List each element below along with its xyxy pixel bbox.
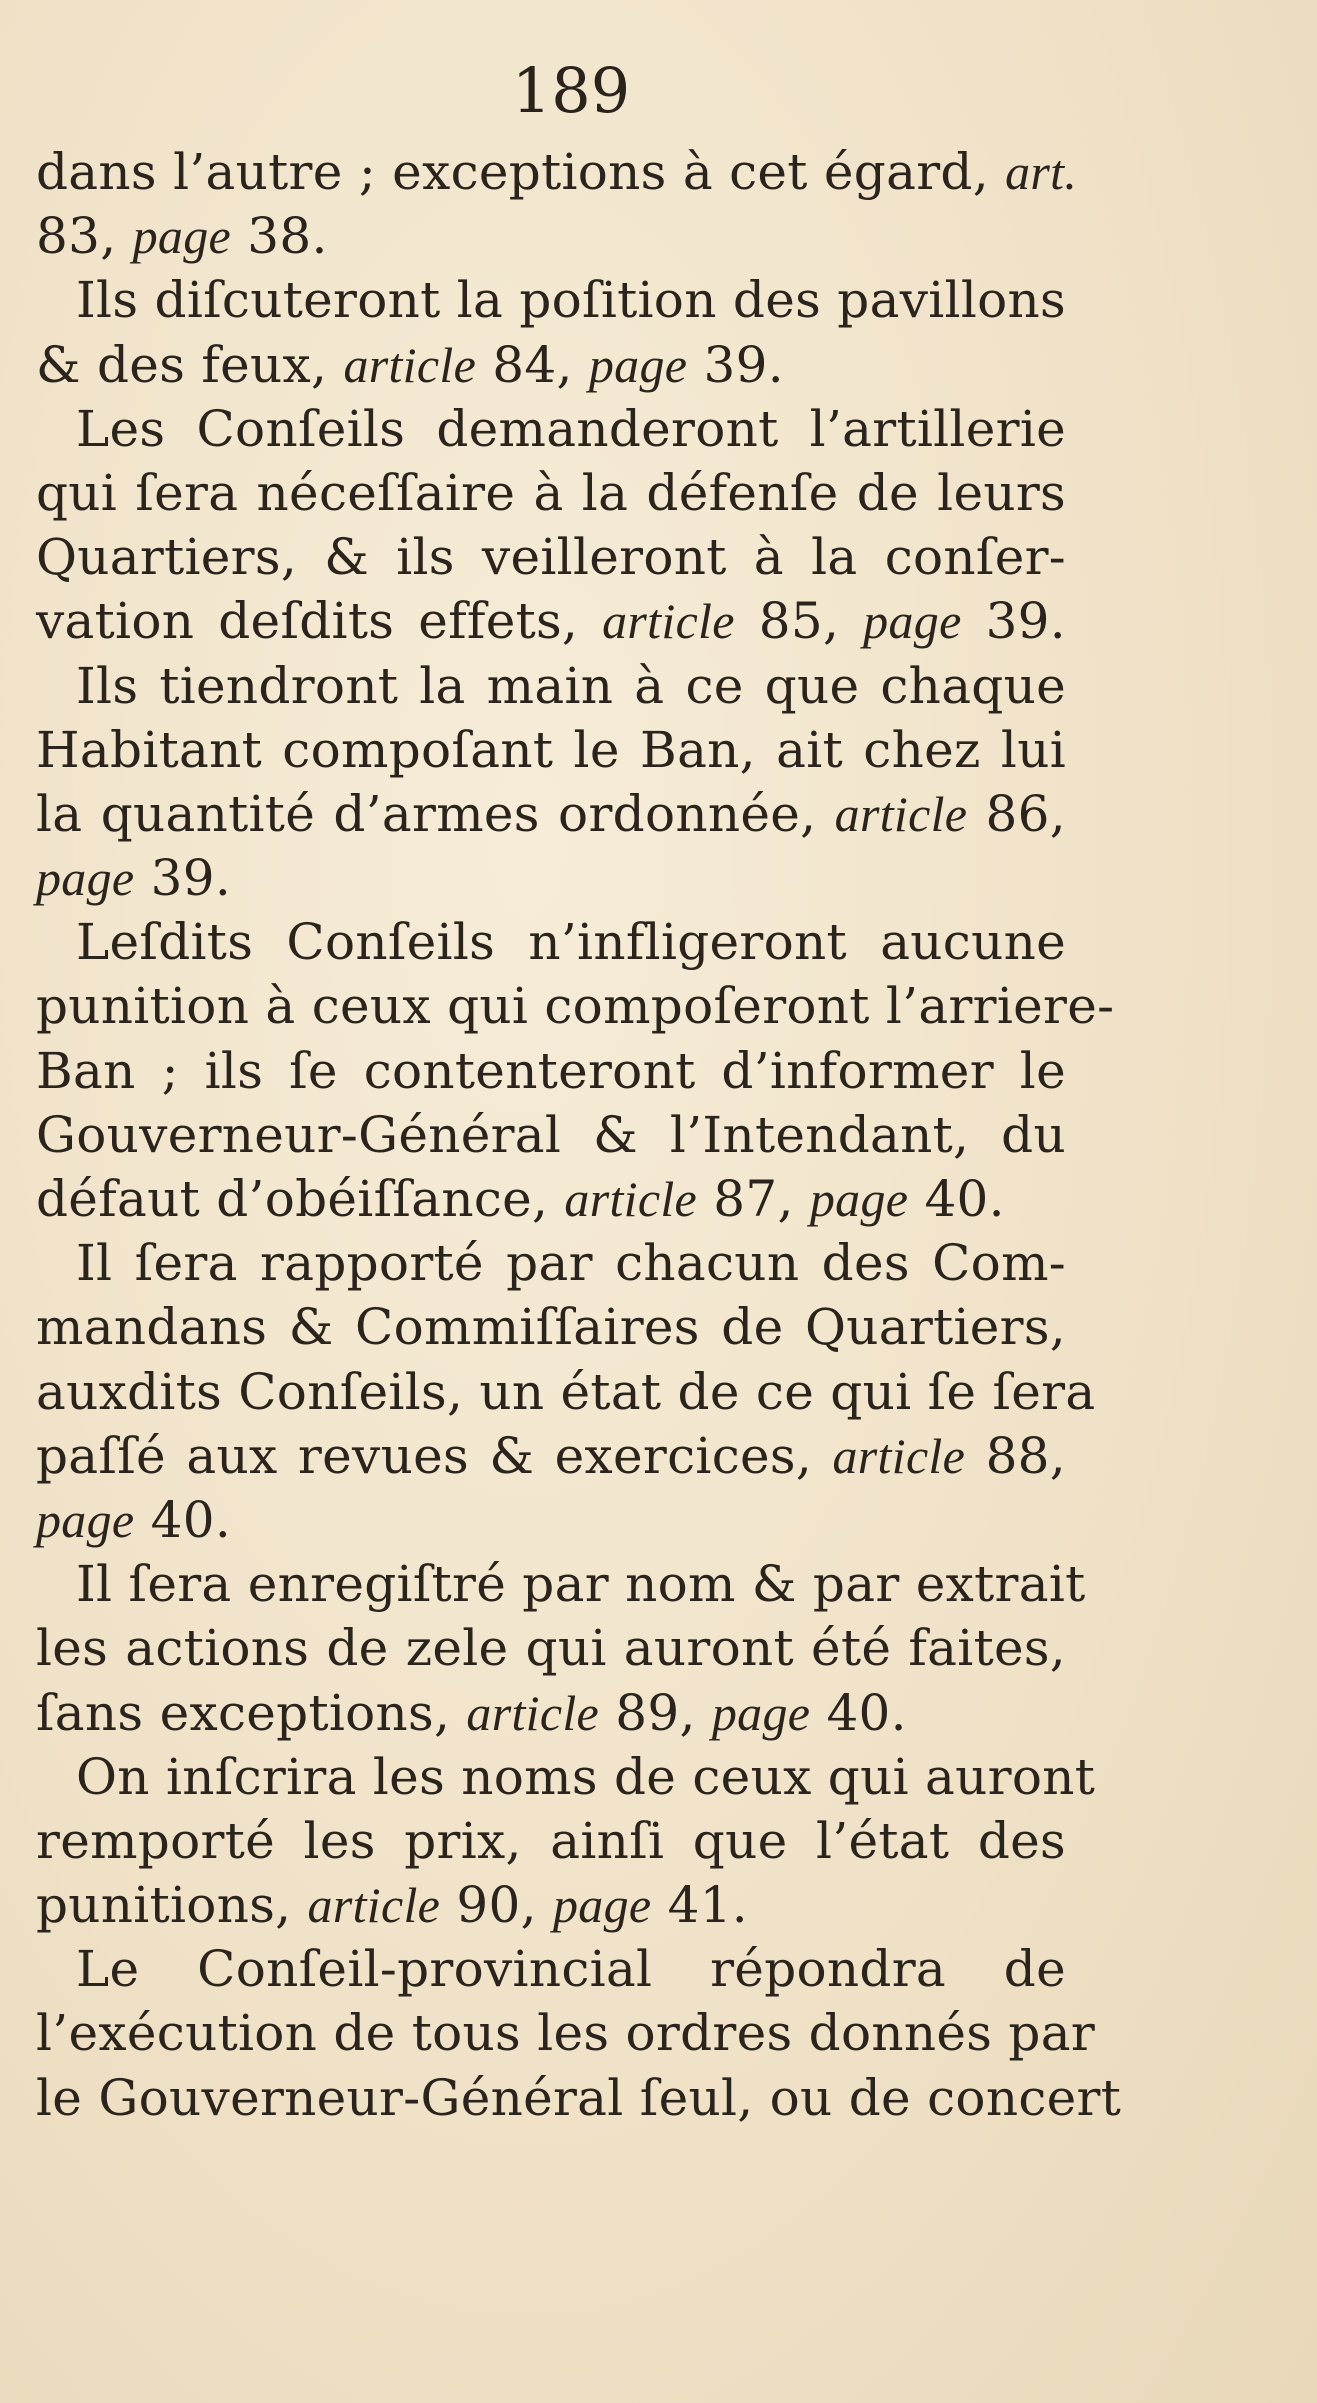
italic-reference: article — [834, 785, 968, 842]
italic-reference: page — [36, 850, 135, 907]
text-line — [36, 397, 1066, 461]
text-line — [36, 846, 1066, 910]
text-segment: Ils diſcuteront la poſition des pavillons — [76, 271, 1066, 330]
italic-reference: article — [602, 593, 735, 650]
text-segment: 90, — [440, 1876, 553, 1935]
text-line — [36, 718, 1066, 782]
text-line — [36, 1616, 1066, 1680]
italic-reference: article — [307, 1877, 441, 1934]
text-segment: 89, — [599, 1683, 712, 1742]
text-line — [36, 333, 1066, 397]
text-segment: 39. — [134, 849, 232, 908]
text-segment: 88, — [965, 1426, 1066, 1485]
text-line — [36, 268, 1066, 332]
text-segment: 84, — [476, 335, 589, 394]
text-segment: Les Conſeils demanderont l’artillerie — [76, 399, 1066, 458]
text-segment: qui ſera néceſſaire à la défenſe de leurs — [36, 463, 1066, 522]
text-body — [36, 140, 1122, 2130]
italic-reference: page — [132, 208, 232, 265]
text-line — [36, 1039, 1066, 1103]
text-segment: remporté les prix, ainſi que l’état des — [36, 1811, 1066, 1870]
text-segment: 39. — [687, 335, 784, 394]
text-line — [36, 782, 1066, 846]
text-line — [36, 461, 1066, 525]
text-segment: & des feux, — [36, 335, 344, 394]
italic-reference: page — [552, 1877, 652, 1934]
text-line — [36, 1488, 1066, 1552]
italic-reference: article — [466, 1684, 600, 1741]
text-line — [36, 1937, 1066, 2001]
italic-reference: article — [343, 336, 477, 393]
text-line — [36, 1231, 1066, 1295]
text-line — [36, 1745, 1096, 1809]
text-segment: Le Conſeil-provincial répondra de — [76, 1940, 1066, 1999]
text-segment: mandans & Commiſſaires de Quartiers, — [36, 1298, 1066, 1357]
text-segment: 39. — [961, 592, 1066, 651]
text-segment: 85, — [734, 592, 864, 651]
italic-reference: page — [809, 1171, 909, 1227]
book-page — [36, 54, 1122, 2130]
text-segment: 86, — [967, 784, 1066, 843]
text-segment: 40. — [908, 1170, 1005, 1228]
text-segment: défaut d’obéiſſance, — [36, 1170, 565, 1228]
text-line — [36, 1167, 1066, 1231]
text-line — [36, 974, 1115, 1038]
text-line — [36, 910, 1066, 974]
text-segment: 38. — [231, 207, 328, 266]
page-number: 189 — [511, 54, 631, 127]
text-line — [36, 1103, 1066, 1167]
text-segment: Gouverneur-Général & l’Intendant, du — [36, 1105, 1066, 1164]
text-segment: le Gouverneur-Général ſeul, ou de concert — [36, 2068, 1122, 2127]
text-line — [36, 1424, 1066, 1488]
text-segment: 40. — [134, 1490, 232, 1549]
text-line — [36, 1295, 1066, 1359]
text-line — [36, 204, 1066, 268]
text-segment: Il ſera enregiſtré par nom & par extrait — [76, 1555, 1086, 1614]
italic-reference: page — [36, 1491, 135, 1548]
text-line — [36, 2066, 1122, 2130]
text-line — [36, 525, 1066, 589]
text-segment: Il ſera rapporté par chacun des Com- — [76, 1234, 1066, 1293]
text-line — [36, 589, 1066, 653]
text-line — [36, 140, 1078, 204]
text-segment: ſans exceptions, — [36, 1683, 467, 1742]
italic-reference: art. — [1005, 144, 1078, 200]
italic-reference: article — [832, 1427, 966, 1484]
text-segment: dans l’autre ; exceptions à cet égard, — [36, 143, 1006, 201]
text-line — [36, 1873, 1066, 1937]
text-segment: 41. — [651, 1876, 749, 1935]
text-line — [36, 1552, 1086, 1616]
text-line — [36, 1681, 1066, 1745]
text-segment: 87, — [697, 1170, 810, 1228]
text-segment: On inſcrira les noms de ceux qui auront — [76, 1747, 1096, 1806]
text-segment: punitions, — [36, 1876, 308, 1935]
text-line — [36, 1360, 1096, 1424]
italic-reference: page — [588, 336, 688, 393]
text-segment: Leſdits Conſeils n’infligeront aucune — [76, 913, 1066, 972]
text-line — [36, 2001, 1096, 2065]
text-segment: punition à ceux qui compoſeront l’arriere- — [36, 977, 1115, 1036]
text-segment: auxdits Conſeils, un état de ce qui ſe ſera — [36, 1362, 1096, 1421]
italic-reference: article — [564, 1171, 698, 1227]
text-segment: Habitant compoſant le Ban, ait chez lui — [36, 720, 1066, 779]
text-segment: Quartiers, & ils veilleront à la conſer- — [36, 528, 1066, 587]
text-segment: 83, — [36, 207, 133, 266]
italic-reference: page — [863, 593, 962, 650]
text-line — [36, 1809, 1066, 1873]
text-segment: la quantité d’armes ordonnée, — [36, 784, 835, 843]
text-segment: Ils tiendront la main à ce que chaque — [76, 656, 1066, 715]
text-segment: Ban ; ils ſe contenteront d’informer le — [36, 1041, 1066, 1100]
text-segment: l’exécution de tous les ordres donnés par — [36, 2004, 1096, 2063]
text-line — [36, 654, 1066, 718]
text-segment: vation deſdits effets, — [36, 592, 603, 651]
text-segment: paſſé aux revues & exercices, — [36, 1426, 833, 1485]
text-segment: les actions de zele qui auront été faites, — [36, 1619, 1066, 1678]
italic-reference: page — [711, 1684, 811, 1741]
text-segment: 40. — [810, 1683, 907, 1742]
